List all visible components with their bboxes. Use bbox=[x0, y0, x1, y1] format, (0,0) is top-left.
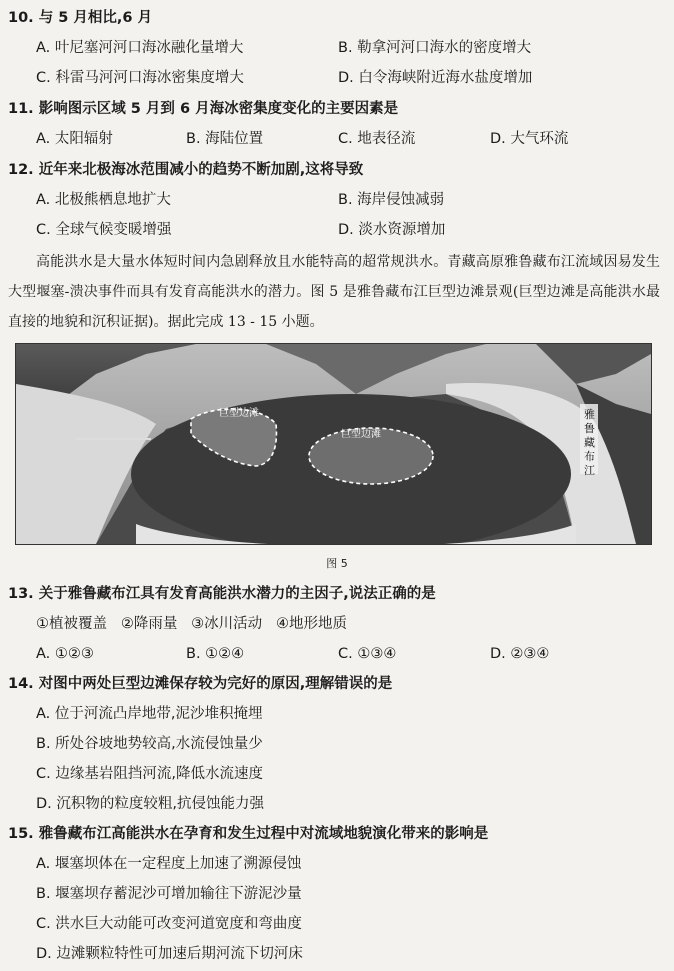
question-11-stem: 11. 影响图示区域 5 月到 6 月海冰密集度变化的主要因素是 bbox=[8, 101, 399, 117]
q10-option-b: B. 勒拿河河口海水的密度增大 bbox=[338, 40, 532, 56]
q14-option-a: A. 位于河流凸岸地带,泥沙堆积掩埋 bbox=[36, 706, 263, 722]
river-label-3: 藏 bbox=[584, 436, 595, 449]
q13-option-a: A. ①②③ bbox=[36, 646, 94, 662]
q12-option-a: A. 北极熊栖息地扩大 bbox=[36, 192, 171, 208]
figure-5-photo bbox=[15, 343, 652, 545]
river-label-4: 布 bbox=[584, 450, 595, 463]
q12-option-d: D. 淡水资源增加 bbox=[338, 222, 446, 238]
q12-option-b: B. 海岸侵蚀减弱 bbox=[338, 192, 445, 208]
q14-option-d: D. 沉积物的粒度较粗,抗侵蚀能力强 bbox=[36, 796, 264, 812]
q11-option-a: A. 太阳辐射 bbox=[36, 131, 113, 147]
intro-paragraph: 高能洪水是大量水体短时间内急剧释放且水能特高的超常规洪水。青藏高原雅鲁藏布江流域因易发生大型堰塞-溃决事件而具有发育高能洪水的潜力。图 5 是雅鲁藏布江巨型边滩景观(巨型边滩是高能洪水最直接的地貌和沉积证据)。据此完成 13 - 15 小题。 bbox=[8, 254, 660, 330]
q15-option-a: A. 堰塞坝体在一定程度上加速了溯源侵蚀 bbox=[36, 856, 302, 872]
bar-label-1: 巨型边滩 bbox=[219, 408, 259, 419]
q13-option-c: C. ①③④ bbox=[338, 646, 397, 662]
river-label-5: 江 bbox=[584, 464, 595, 477]
river-label-2: 鲁 bbox=[584, 422, 595, 435]
river-label-1: 雅 bbox=[584, 408, 595, 421]
q10-option-c: C. 科雷马河河口海冰密集度增大 bbox=[36, 70, 244, 86]
q10-option-d: D. 白令海峡附近海水盐度增加 bbox=[338, 70, 533, 86]
q14-option-c: C. 边缘基岩阻挡河流,降低水流速度 bbox=[36, 766, 263, 782]
q15-option-d: D. 边滩颗粒特性可加速后期河流下切河床 bbox=[36, 946, 303, 962]
q14-option-b: B. 所处谷坡地势较高,水流侵蚀量少 bbox=[36, 736, 263, 752]
question-15-stem: 15. 雅鲁藏布江高能洪水在孕育和发生过程中对流域地貌演化带来的影响是 bbox=[8, 826, 489, 842]
question-12-stem: 12. 近年来北极海冰范围减小的趋势不断加剧,这将导致 bbox=[8, 162, 364, 178]
q15-option-c: C. 洪水巨大动能可改变河道宽度和弯曲度 bbox=[36, 916, 302, 932]
q13-option-d: D. ②③④ bbox=[490, 646, 550, 662]
q11-option-d: D. 大气环流 bbox=[490, 131, 569, 147]
q13-factors: ①植被覆盖 ②降雨量 ③冰川活动 ④地形地质 bbox=[36, 616, 347, 632]
figure-caption: 图 5 bbox=[326, 557, 348, 570]
question-10-stem: 10. 与 5 月相比,6 月 bbox=[8, 10, 153, 26]
question-14-stem: 14. 对图中两处巨型边滩保存较为完好的原因,理解错误的是 bbox=[8, 676, 393, 692]
q10-option-a: A. 叶尼塞河河口海冰融化量增大 bbox=[36, 40, 244, 56]
bar-label-2: 巨型边滩 bbox=[341, 429, 381, 440]
question-13-stem: 13. 关于雅鲁藏布江具有发育高能洪水潜力的主因子,说法正确的是 bbox=[8, 586, 436, 602]
q12-option-c: C. 全球气候变暖增强 bbox=[36, 222, 172, 238]
q11-option-b: B. 海陆位置 bbox=[186, 131, 264, 147]
q11-option-c: C. 地表径流 bbox=[338, 131, 416, 147]
q15-option-b: B. 堰塞坝存蓄泥沙可增加输往下游泥沙量 bbox=[36, 886, 302, 902]
q13-option-b: B. ①②④ bbox=[186, 646, 245, 662]
